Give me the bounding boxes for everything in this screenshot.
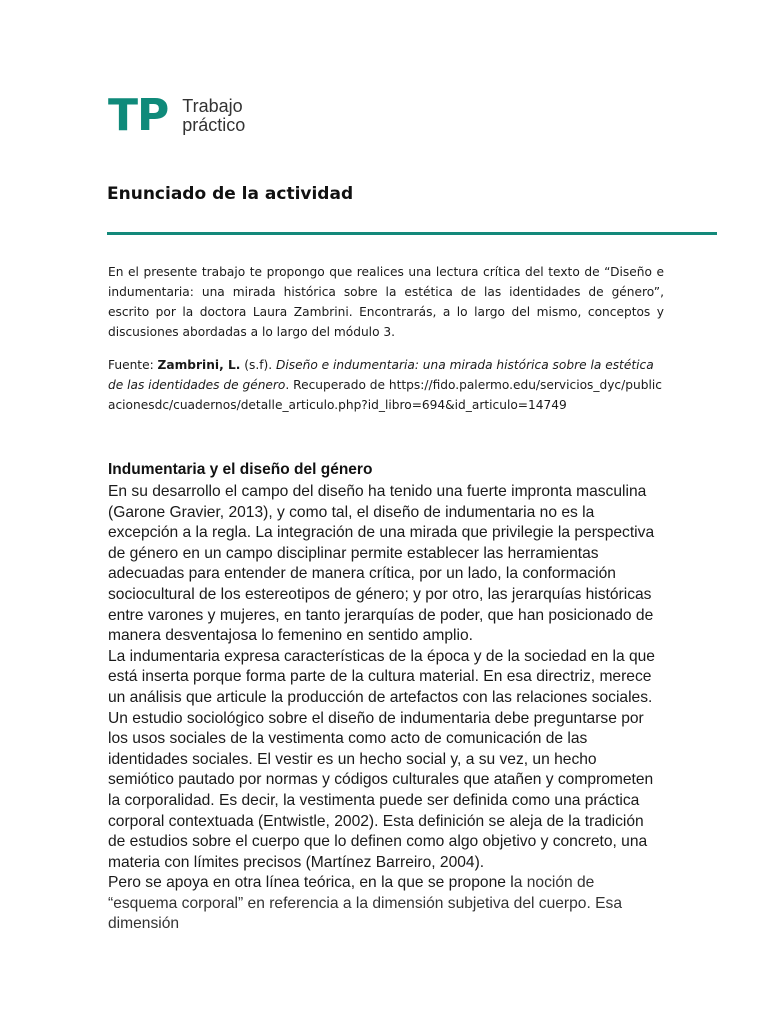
article-body [108, 482, 664, 935]
source-retrieved: . Recuperado de [285, 378, 389, 392]
logo-line-1: Trabajo [182, 96, 243, 116]
intro-paragraph: En el presente trabajo te propongo que realices una lectura crítica del texto de “Diseño e indumentaria: una mirada histórica sobre la estética de las identidades de género”, escrito por la doctora Laura Zambrini. Encontrarás, a lo largo del mismo, conceptos y discusiones abordadas a lo largo del módulo 3. [108, 265, 664, 339]
source-title: Diseño e indumentaria: una mirada histórica sobre la estética de las identidades de género [108, 358, 654, 392]
source-date: (s.f). [240, 358, 276, 372]
logo-mark: TP [108, 90, 169, 141]
article-paragraph-3a: Pero se apoya en otra línea teórica, en la que se propone l [108, 874, 514, 892]
article-paragraph-3b: a noción de “esquema corporal” en referencia a la dimensión subjetiva del cuerpo. Esa dimensión [108, 874, 623, 933]
section-title: Enunciado de la actividad [107, 184, 354, 204]
source-citation [108, 355, 664, 415]
divider [107, 232, 717, 235]
tp-logo [108, 90, 246, 141]
article-paragraph-1: En su desarrollo el campo del diseño ha tenido una fuerte impronta masculina (Garone Gravier, 2013), y como tal, el diseño de indumentaria no es la excepción a la regla. La integración de una mirada que privilegie la perspectiva de género en un campo disciplinar permite establecer las herramientas adecuadas para entender de manera crítica, por un lado, la conformación sociocultural de los estereotipos de género; y por otro, las jerarquías históricas entre varones y mujeres, en tanto jerarquías de poder, que han posicionado de manera desventajosa lo femenino en sentido amplio. [108, 483, 655, 645]
article-heading: Indumentaria y el diseño del género [108, 461, 373, 478]
article-paragraph-2: La indumentaria expresa características de la época y de la sociedad en la que está inserta porque forma parte de la cultura material. En esa directriz, merece un análisis que articule la producción de artefactos con las relaciones sociales. Un estudio sociológico sobre el diseño de indumentaria debe preguntarse por los usos sociales de la vestimenta como acto de comunicación de las identidades sociales. El vestir es un hecho social y, a su vez, un hecho semiótico pautado por normas y códigos culturales que atañen y comprometen la corporalidad. Es decir, la vestimenta puede ser definida como una práctica corporal contextuada (Entwistle, 2002). Esta definición se aleja de la tradición de estudios sobre el cuerpo que lo definen como algo objetivo y concreto, una materia con límites precisos (Martínez Barreiro, 2004). [108, 647, 655, 871]
logo-line-2: práctico [182, 115, 246, 135]
logo-text [182, 97, 245, 135]
source-author: Zambrini, L. [157, 358, 241, 372]
article-paragraph-3 [108, 873, 664, 935]
source-label: Fuente: [108, 358, 158, 372]
source-url[interactable]: https://fido.palermo.edu/servicios_dyc/publicacionesdc/cuadernos/detalle_articulo.php?id_libro=694&id_articulo=14749 [108, 378, 662, 412]
